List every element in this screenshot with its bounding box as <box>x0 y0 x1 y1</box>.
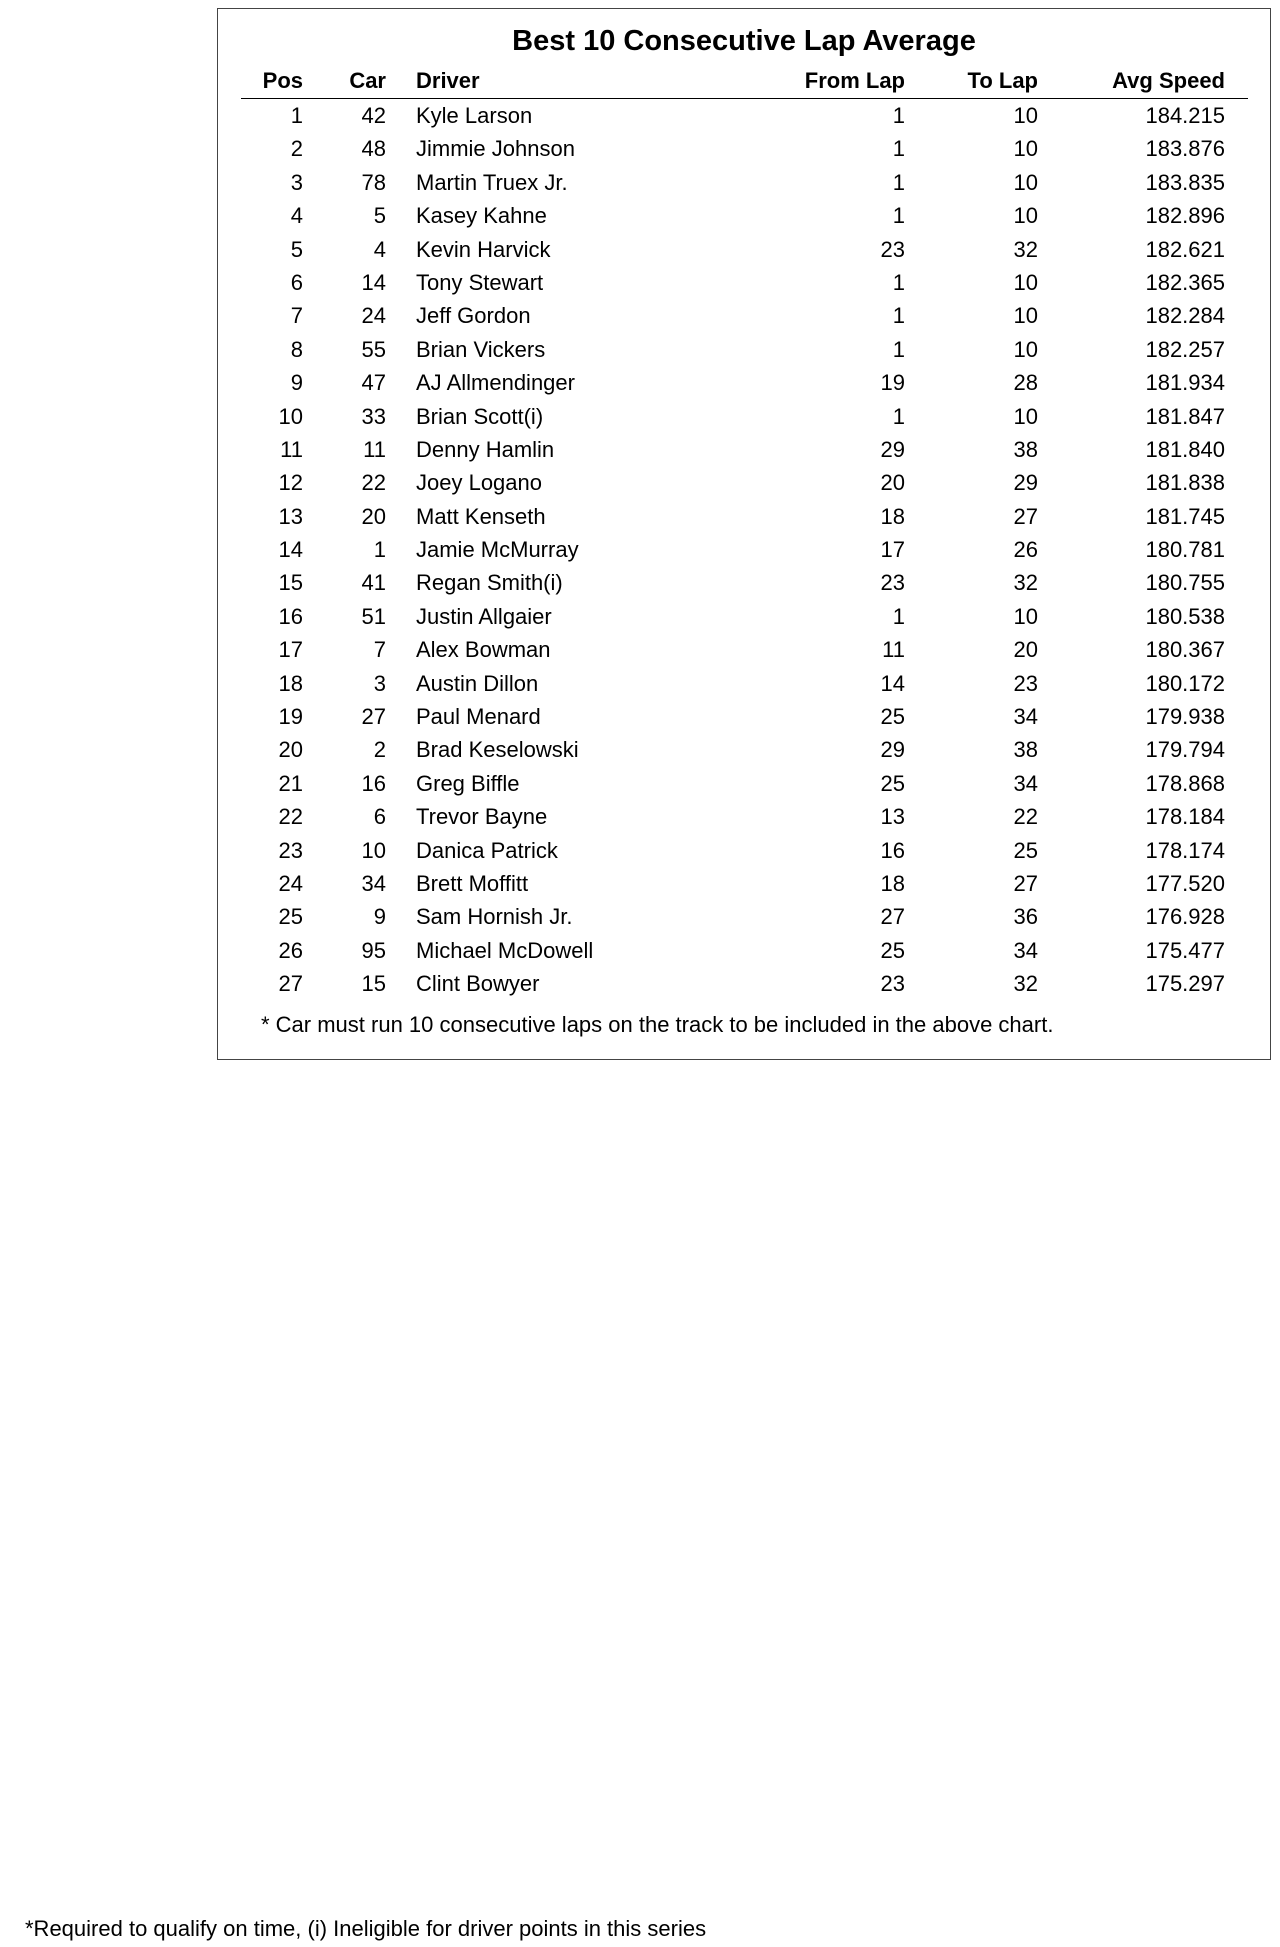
cell-avg-speed: 184.215 <box>1145 103 1225 128</box>
table-row <box>241 800 1248 833</box>
cell-car: 9 <box>373 904 386 930</box>
cell-pos: 11 <box>280 436 303 462</box>
cell-pos: 16 <box>278 603 303 629</box>
report-title: Best 10 Consecutive Lap Average <box>512 25 976 57</box>
column-header-pos: Pos <box>262 68 303 93</box>
table-row <box>241 934 1248 967</box>
cell-to-lap: 36 <box>1013 904 1038 930</box>
cell-avg-speed: 178.174 <box>1145 837 1225 863</box>
cell-driver: Sam Hornish Jr. <box>416 904 573 930</box>
cell-avg-speed: 181.847 <box>1145 403 1225 429</box>
cell-pos: 23 <box>278 837 303 863</box>
table-row <box>241 566 1248 599</box>
cell-avg-speed: 182.365 <box>1145 269 1225 295</box>
cell-avg-speed: 175.477 <box>1145 937 1225 963</box>
table-row <box>241 533 1248 566</box>
cell-avg-speed: 177.520 <box>1145 870 1225 896</box>
cell-car: 78 <box>361 169 386 195</box>
column-header-from-lap: From Lap <box>804 68 905 93</box>
cell-car: 51 <box>361 603 386 629</box>
cell-avg-speed: 181.838 <box>1145 470 1225 496</box>
cell-car: 7 <box>373 637 386 663</box>
cell-pos: 18 <box>278 670 303 696</box>
table-row <box>241 366 1248 399</box>
cell-avg-speed: 178.184 <box>1145 804 1225 830</box>
cell-car: 95 <box>361 937 386 963</box>
cell-driver: Jimmie Johnson <box>416 136 575 162</box>
cell-avg-speed: 181.840 <box>1145 436 1225 462</box>
cell-from-lap: 1 <box>892 403 905 429</box>
cell-pos: 3 <box>290 169 303 195</box>
table-header-row <box>241 64 1248 99</box>
cell-driver: Matt Kenseth <box>416 503 546 529</box>
cell-pos: 27 <box>278 971 303 997</box>
table-row <box>241 333 1248 366</box>
cell-pos: 17 <box>278 637 303 663</box>
cell-from-lap: 18 <box>880 503 905 529</box>
cell-from-lap: 29 <box>880 737 905 763</box>
cell-to-lap: 10 <box>1013 269 1038 295</box>
cell-avg-speed: 180.755 <box>1145 570 1225 596</box>
cell-driver: Brad Keselowski <box>416 737 579 763</box>
cell-from-lap: 29 <box>880 436 905 462</box>
cell-pos: 10 <box>278 403 303 429</box>
cell-from-lap: 16 <box>880 837 905 863</box>
cell-to-lap: 26 <box>1013 537 1038 563</box>
cell-to-lap: 27 <box>1013 503 1038 529</box>
column-header-to-lap: To Lap <box>967 68 1038 93</box>
cell-pos: 14 <box>278 537 303 563</box>
cell-from-lap: 25 <box>880 704 905 730</box>
cell-pos: 1 <box>290 103 303 128</box>
cell-from-lap: 23 <box>880 971 905 997</box>
column-header-avg-speed: Avg Speed <box>1112 68 1225 93</box>
cell-pos: 2 <box>290 136 303 162</box>
cell-avg-speed: 182.284 <box>1145 303 1225 329</box>
cell-avg-speed: 180.367 <box>1145 637 1225 663</box>
cell-driver: Brian Scott(i) <box>416 403 544 429</box>
cell-car: 20 <box>361 503 386 529</box>
cell-car: 4 <box>373 236 386 262</box>
cell-avg-speed: 179.938 <box>1145 704 1225 730</box>
cell-to-lap: 10 <box>1013 303 1038 329</box>
cell-pos: 4 <box>290 203 303 229</box>
cell-pos: 21 <box>278 770 303 796</box>
cell-driver: Clint Bowyer <box>416 971 540 997</box>
cell-driver: Tony Stewart <box>416 269 544 295</box>
cell-pos: 6 <box>290 269 303 295</box>
cell-avg-speed: 181.934 <box>1145 370 1225 396</box>
cell-to-lap: 25 <box>1013 837 1038 863</box>
cell-to-lap: 22 <box>1013 804 1038 830</box>
cell-car: 22 <box>361 470 386 496</box>
cell-driver: Alex Bowman <box>416 637 551 663</box>
cell-to-lap: 10 <box>1013 336 1038 362</box>
cell-to-lap: 10 <box>1013 403 1038 429</box>
cell-avg-speed: 182.621 <box>1145 236 1225 262</box>
cell-to-lap: 32 <box>1013 236 1038 262</box>
cell-driver: Brian Vickers <box>416 336 546 362</box>
cell-pos: 13 <box>278 503 303 529</box>
table-row <box>241 299 1248 332</box>
table-row <box>241 834 1248 867</box>
cell-driver: AJ Allmendinger <box>416 370 575 396</box>
cell-to-lap: 10 <box>1013 169 1038 195</box>
cell-driver: Martin Truex Jr. <box>416 169 568 195</box>
cell-driver: Trevor Bayne <box>416 804 548 830</box>
cell-driver: Kasey Kahne <box>416 203 547 229</box>
table-row <box>241 99 1248 132</box>
cell-from-lap: 1 <box>892 269 905 295</box>
cell-driver: Kyle Larson <box>416 103 533 128</box>
cell-to-lap: 34 <box>1013 937 1038 963</box>
cell-avg-speed: 183.876 <box>1145 136 1225 162</box>
cell-avg-speed: 180.781 <box>1145 537 1225 563</box>
cell-driver: Greg Biffle <box>416 770 520 796</box>
cell-avg-speed: 180.538 <box>1145 603 1225 629</box>
table-body <box>241 99 1248 1001</box>
cell-from-lap: 14 <box>880 670 905 696</box>
cell-from-lap: 25 <box>880 937 905 963</box>
cell-from-lap: 27 <box>880 904 905 930</box>
table-row <box>241 266 1248 299</box>
cell-car: 1 <box>373 537 386 563</box>
cell-to-lap: 34 <box>1013 770 1038 796</box>
cell-to-lap: 38 <box>1013 737 1038 763</box>
cell-car: 42 <box>361 103 386 128</box>
cell-from-lap: 1 <box>892 336 905 362</box>
table-row <box>241 233 1248 266</box>
page-footer-note: *Required to qualify on time, (i) Ineligible for driver points in this series <box>25 1916 707 1941</box>
cell-from-lap: 17 <box>880 537 905 563</box>
cell-avg-speed: 176.928 <box>1145 904 1225 930</box>
column-header-driver: Driver <box>416 68 480 93</box>
cell-car: 48 <box>361 136 386 162</box>
cell-car: 11 <box>363 436 386 462</box>
cell-to-lap: 10 <box>1013 103 1038 128</box>
cell-car: 16 <box>361 770 386 796</box>
cell-avg-speed: 178.868 <box>1145 770 1225 796</box>
cell-to-lap: 28 <box>1013 370 1038 396</box>
cell-car: 3 <box>373 670 386 696</box>
cell-car: 15 <box>361 971 386 997</box>
cell-pos: 20 <box>278 737 303 763</box>
cell-driver: Jamie McMurray <box>416 537 579 563</box>
cell-to-lap: 27 <box>1013 870 1038 896</box>
cell-pos: 25 <box>278 904 303 930</box>
cell-avg-speed: 183.835 <box>1145 169 1225 195</box>
cell-from-lap: 1 <box>892 103 905 128</box>
cell-pos: 26 <box>278 937 303 963</box>
report-box <box>217 8 1271 1060</box>
cell-car: 6 <box>373 804 386 830</box>
cell-car: 33 <box>361 403 386 429</box>
cell-avg-speed: 181.745 <box>1145 503 1225 529</box>
cell-from-lap: 25 <box>880 770 905 796</box>
cell-car: 47 <box>361 370 386 396</box>
column-header-car: Car <box>349 68 386 93</box>
cell-to-lap: 32 <box>1013 570 1038 596</box>
cell-pos: 5 <box>290 236 303 262</box>
cell-car: 5 <box>373 203 386 229</box>
cell-to-lap: 29 <box>1013 470 1038 496</box>
table-row <box>241 667 1248 700</box>
cell-pos: 15 <box>278 570 303 596</box>
cell-driver: Denny Hamlin <box>416 436 555 462</box>
cell-driver: Michael McDowell <box>416 937 594 963</box>
cell-car: 24 <box>361 303 386 329</box>
results-table <box>241 64 1248 1001</box>
cell-to-lap: 20 <box>1013 637 1038 663</box>
table-row <box>241 867 1248 900</box>
cell-pos: 7 <box>290 303 303 329</box>
cell-avg-speed: 179.794 <box>1145 737 1225 763</box>
cell-driver: Kevin Harvick <box>416 236 551 262</box>
cell-driver: Brett Moffitt <box>416 870 529 896</box>
cell-from-lap: 1 <box>892 136 905 162</box>
cell-avg-speed: 180.172 <box>1145 670 1225 696</box>
cell-from-lap: 13 <box>880 804 905 830</box>
cell-to-lap: 10 <box>1013 203 1038 229</box>
cell-avg-speed: 182.896 <box>1145 203 1225 229</box>
table-row <box>241 433 1248 466</box>
cell-driver: Jeff Gordon <box>416 303 531 329</box>
cell-driver: Danica Patrick <box>416 837 558 863</box>
cell-pos: 9 <box>290 370 303 396</box>
cell-driver: Joey Logano <box>416 470 542 496</box>
cell-to-lap: 10 <box>1013 603 1038 629</box>
cell-from-lap: 1 <box>892 169 905 195</box>
table-row <box>241 600 1248 633</box>
cell-from-lap: 11 <box>882 637 905 663</box>
table-row <box>241 400 1248 433</box>
cell-from-lap: 1 <box>892 603 905 629</box>
table-row <box>241 166 1248 199</box>
table-row <box>241 700 1248 733</box>
cell-to-lap: 32 <box>1013 971 1038 997</box>
cell-car: 27 <box>361 704 386 730</box>
table-row <box>241 967 1248 1000</box>
cell-from-lap: 19 <box>880 370 905 396</box>
cell-car: 14 <box>361 269 386 295</box>
cell-avg-speed: 182.257 <box>1145 336 1225 362</box>
cell-car: 34 <box>361 870 386 896</box>
cell-car: 41 <box>361 570 386 596</box>
table-row <box>241 199 1248 232</box>
cell-from-lap: 20 <box>880 470 905 496</box>
cell-pos: 22 <box>278 804 303 830</box>
cell-to-lap: 23 <box>1013 670 1038 696</box>
cell-car: 55 <box>361 336 386 362</box>
cell-pos: 8 <box>290 336 303 362</box>
cell-from-lap: 23 <box>880 570 905 596</box>
cell-driver: Regan Smith(i) <box>416 570 563 596</box>
table-row <box>241 466 1248 499</box>
table-row <box>241 767 1248 800</box>
cell-avg-speed: 175.297 <box>1145 971 1225 997</box>
table-row <box>241 900 1248 933</box>
cell-pos: 24 <box>278 870 303 896</box>
cell-from-lap: 18 <box>880 870 905 896</box>
cell-driver: Paul Menard <box>416 704 541 730</box>
table-row <box>241 500 1248 533</box>
cell-from-lap: 23 <box>880 236 905 262</box>
cell-car: 10 <box>361 837 386 863</box>
table-row <box>241 633 1248 666</box>
cell-to-lap: 38 <box>1013 436 1038 462</box>
cell-to-lap: 34 <box>1013 704 1038 730</box>
table-row <box>241 132 1248 165</box>
cell-car: 2 <box>373 737 386 763</box>
cell-driver: Justin Allgaier <box>416 603 552 629</box>
cell-driver: Austin Dillon <box>416 670 539 696</box>
cell-to-lap: 10 <box>1013 136 1038 162</box>
table-row <box>241 733 1248 766</box>
table-footnote: * Car must run 10 consecutive laps on the track to be included in the above chart. <box>261 1012 1054 1037</box>
cell-pos: 19 <box>278 704 303 730</box>
cell-pos: 12 <box>278 470 303 496</box>
cell-from-lap: 1 <box>892 203 905 229</box>
cell-from-lap: 1 <box>892 303 905 329</box>
